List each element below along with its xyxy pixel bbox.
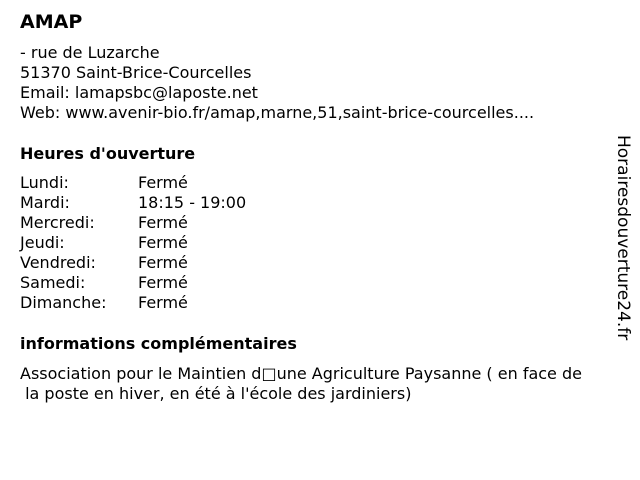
address-block [20,43,534,123]
hours-row-sunday [20,293,246,313]
site-watermark: Horairesdouverture24.fr [613,135,633,341]
day-label: Lundi: [20,173,69,192]
day-label: Mercredi: [20,213,95,232]
info-heading: informations complémentaires [20,334,297,353]
day-hours: Fermé [138,233,188,252]
hours-row-monday [20,173,246,193]
info-line-2: la poste en hiver, en été à l'école des jardiniers) [20,384,412,403]
day-label: Samedi: [20,273,86,292]
hours-row-wednesday [20,213,246,233]
day-hours: Fermé [138,273,188,292]
hours-row-tuesday [20,193,246,213]
hours-row-saturday [20,273,246,293]
hours-table [20,173,246,313]
day-hours: Fermé [138,213,188,232]
web-line: Web: www.avenir-bio.fr/amap,marne,51,saint-brice-courcelles.... [20,103,535,122]
business-name: AMAP [20,11,83,33]
hours-heading: Heures d'ouverture [20,144,196,163]
day-hours: 18:15 - 19:00 [138,193,247,212]
day-hours: Fermé [138,293,188,312]
hours-row-thursday [20,233,246,253]
email-line: Email: lamapsbc@laposte.net [20,83,258,102]
day-label: Mardi: [20,193,70,212]
day-hours: Fermé [138,253,188,272]
info-line-1: Association pour le Maintien d□une Agriculture Paysanne ( en face de [20,364,582,383]
day-hours: Fermé [138,173,188,192]
city-line: 51370 Saint-Brice-Courcelles [20,63,252,82]
day-label: Vendredi: [20,253,96,272]
hours-row-friday [20,253,246,273]
day-label: Jeudi: [20,233,65,252]
info-description [20,364,635,404]
day-label: Dimanche: [20,293,107,312]
street-line: - rue de Luzarche [20,43,160,62]
